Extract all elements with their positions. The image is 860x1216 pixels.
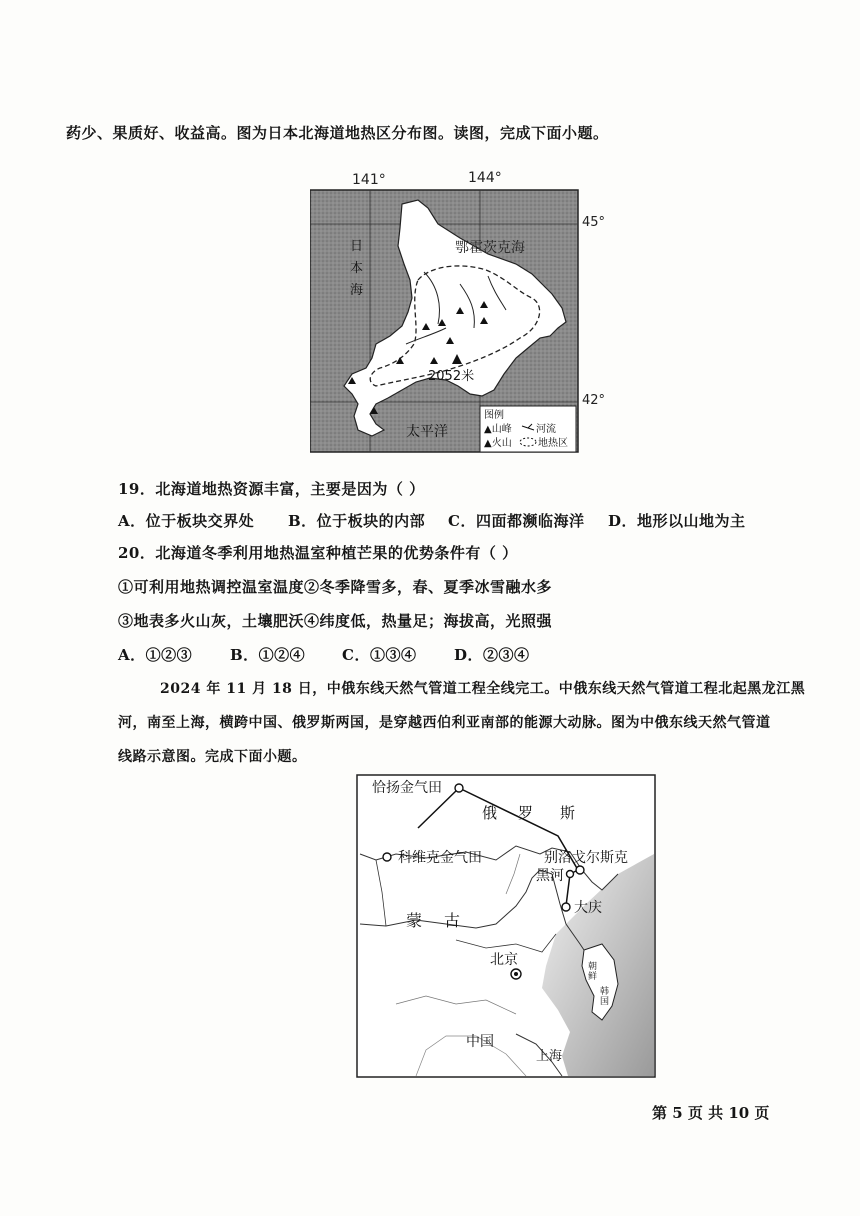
hokkaido-map xyxy=(310,168,610,458)
lon-144-label: 144° xyxy=(468,170,502,186)
pipeline-map xyxy=(356,774,658,1080)
south-korea-char-1: 韩 xyxy=(600,987,610,997)
legend-geothermal: 地热区 xyxy=(538,438,568,449)
intro-line: 药少、果质好、收益高。图为日本北海道地热区分布图。读图，完成下面小题。 xyxy=(66,124,609,142)
q20-option-b[interactable]: B．①②④ xyxy=(230,646,306,664)
heihe-label: 黑河 xyxy=(536,868,564,884)
russia-char-1: 俄 xyxy=(482,804,498,822)
sea-japan-char-2: 本 xyxy=(350,261,364,276)
q19-option-a[interactable]: A．位于板块交界处 xyxy=(118,512,255,530)
q19-option-b[interactable]: B．位于板块的内部 xyxy=(288,512,426,530)
q20-stem: 20．北海道冬季利用地热温室种植芒果的优势条件有（ ） xyxy=(118,544,518,562)
peak-elevation-label: 2052米 xyxy=(428,369,475,384)
belogorsk-label: 别洛戈尔斯克 xyxy=(544,850,628,866)
south-korea-char-2: 国 xyxy=(600,997,610,1007)
belogorsk-marker xyxy=(576,866,584,874)
russia-char-3: 斯 xyxy=(560,804,576,822)
sea-japan-char-3: 海 xyxy=(350,283,364,298)
q19-option-d[interactable]: D．地形以山地为主 xyxy=(608,512,746,530)
passage-line-2: 河，南至上海，横跨中国、俄罗斯两国，是穿越西伯利亚南部的能源大动脉。图为中俄东线天然气管道 xyxy=(118,715,771,731)
chayanda-marker xyxy=(455,784,463,792)
pacific-label: 太平洋 xyxy=(406,424,448,440)
q20-option-a[interactable]: A．①②③ xyxy=(118,646,193,664)
lon-141-label: 141° xyxy=(352,172,386,188)
q19-stem: 19．北海道地热资源丰富，主要是因为（ ） xyxy=(118,480,425,498)
q19-option-c[interactable]: C．四面都濒临海洋 xyxy=(448,512,585,530)
beijing-marker-inner xyxy=(514,972,518,976)
kovykta-marker xyxy=(383,853,391,861)
q20-options xyxy=(118,644,530,665)
sea-japan-char-1: 日 xyxy=(350,239,364,254)
north-korea-char-1: 朝 xyxy=(588,962,598,972)
china-label: 中国 xyxy=(466,1034,494,1050)
legend-volcano: ▲火山 xyxy=(484,438,512,449)
q20-option-c[interactable]: C．①③④ xyxy=(342,646,417,664)
lat-45-label: 45° xyxy=(582,215,606,230)
q20-statements-1: ①可利用地热调控温室温度②冬季降雪多，春、夏季冰雪融水多 xyxy=(118,578,553,596)
legend-mountain: ▲山峰 xyxy=(484,424,512,435)
okhotsk-sea-label: 鄂霍茨克海 xyxy=(455,240,525,256)
q19-options xyxy=(118,510,746,531)
daqing-label: 大庆 xyxy=(574,900,602,916)
passage-line-3: 线路示意图。完成下面小题。 xyxy=(118,749,307,765)
beijing-label: 北京 xyxy=(490,952,518,968)
legend-river: 河流 xyxy=(536,424,556,435)
shanghai-label: 上海 xyxy=(536,1049,563,1064)
q20-statements-2: ③地表多火山灰，土壤肥沃④纬度低，热量足；海拔高，光照强 xyxy=(118,612,553,630)
north-korea-char-2: 鲜 xyxy=(588,972,598,982)
daqing-marker xyxy=(562,903,570,911)
russia-char-2: 罗 xyxy=(518,804,534,822)
lat-42-label: 42° xyxy=(582,393,606,408)
chayanda-label: 恰扬金气田 xyxy=(372,780,442,796)
kovykta-label: 科维克金气田 xyxy=(398,850,482,866)
q20-option-d[interactable]: D．②③④ xyxy=(454,646,530,664)
mongolia-char-1: 蒙 xyxy=(406,911,423,930)
mongolia-char-2: 古 xyxy=(444,911,461,930)
legend-title: 图例 xyxy=(484,410,504,421)
page-number: 第 5 页 共 10 页 xyxy=(652,1104,770,1122)
passage-line-1: 2024 年 11 月 18 日，中俄东线天然气管道工程全线完工。中俄东线天然气管道工程北起黑龙江黑 xyxy=(160,681,806,697)
heihe-marker xyxy=(567,871,574,878)
